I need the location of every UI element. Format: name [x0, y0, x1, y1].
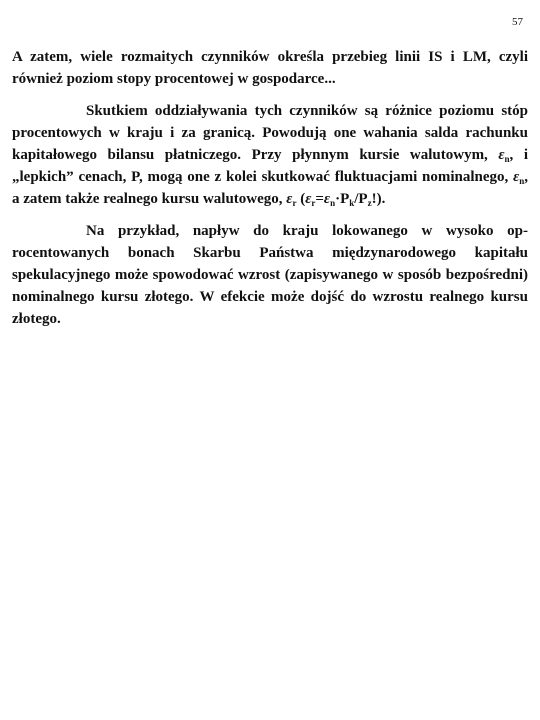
page-number: 57 [512, 16, 523, 28]
document-body [12, 46, 528, 330]
subscript-n: n [504, 154, 510, 164]
epsilon-symbol: ε [305, 191, 312, 207]
paragraph-2-text-2: , i „lepkich” cenach, P, mogą one z kolei skutkować fluktuacjami nominalnego, [12, 147, 528, 185]
subscript-k: k [349, 198, 355, 208]
subscript-r: r [292, 198, 297, 208]
subscript-r: r [311, 198, 316, 208]
epsilon-symbol: ε [323, 191, 331, 207]
formula-end: !). [371, 191, 386, 207]
paragraph-2-text-3: , a zatem także realnego kursu walutowego, [12, 169, 528, 207]
paragraph-2-text-4: ( [296, 191, 306, 207]
formula-price-z: /P [354, 191, 368, 207]
paragraph-2 [12, 100, 528, 210]
epsilon-symbol: ε [286, 191, 293, 207]
subscript-n: n [330, 198, 336, 208]
subscript-n: n [519, 176, 525, 186]
paragraph-1: A zatem, wiele rozmaitych czynników określa przebieg linii IS i LM, czyli również poziom stopy procentowej w gospodarce... [12, 49, 528, 87]
paragraph-3: Na przykład, napływ do kraju lokowanego w wysoko oprocentowanych bonach Skarbu Państwa międzynarodowego kapitału spekulacyjnego może spowodować wzrost (zapisywanego w sposób bezpośredni) nominalnego kursu złotego. W efekcie może dojść do wzrostu realnego kursu złotego. [12, 223, 528, 327]
subscript-z: z [367, 198, 372, 208]
formula-price-k: ·P [335, 191, 350, 207]
epsilon-symbol: ε [513, 169, 520, 185]
epsilon-symbol: ε [498, 147, 505, 163]
paragraph-2-text-1: Skutkiem oddziaływania tych czynników są różnice poziomu stóp procentowych w kraju i za granicą. Powodują one wahania salda rachunku kapitałowego bilansu płatniczego. Przy płynnym kursie walutowym, [12, 103, 528, 163]
formula-equals: = [315, 191, 324, 207]
